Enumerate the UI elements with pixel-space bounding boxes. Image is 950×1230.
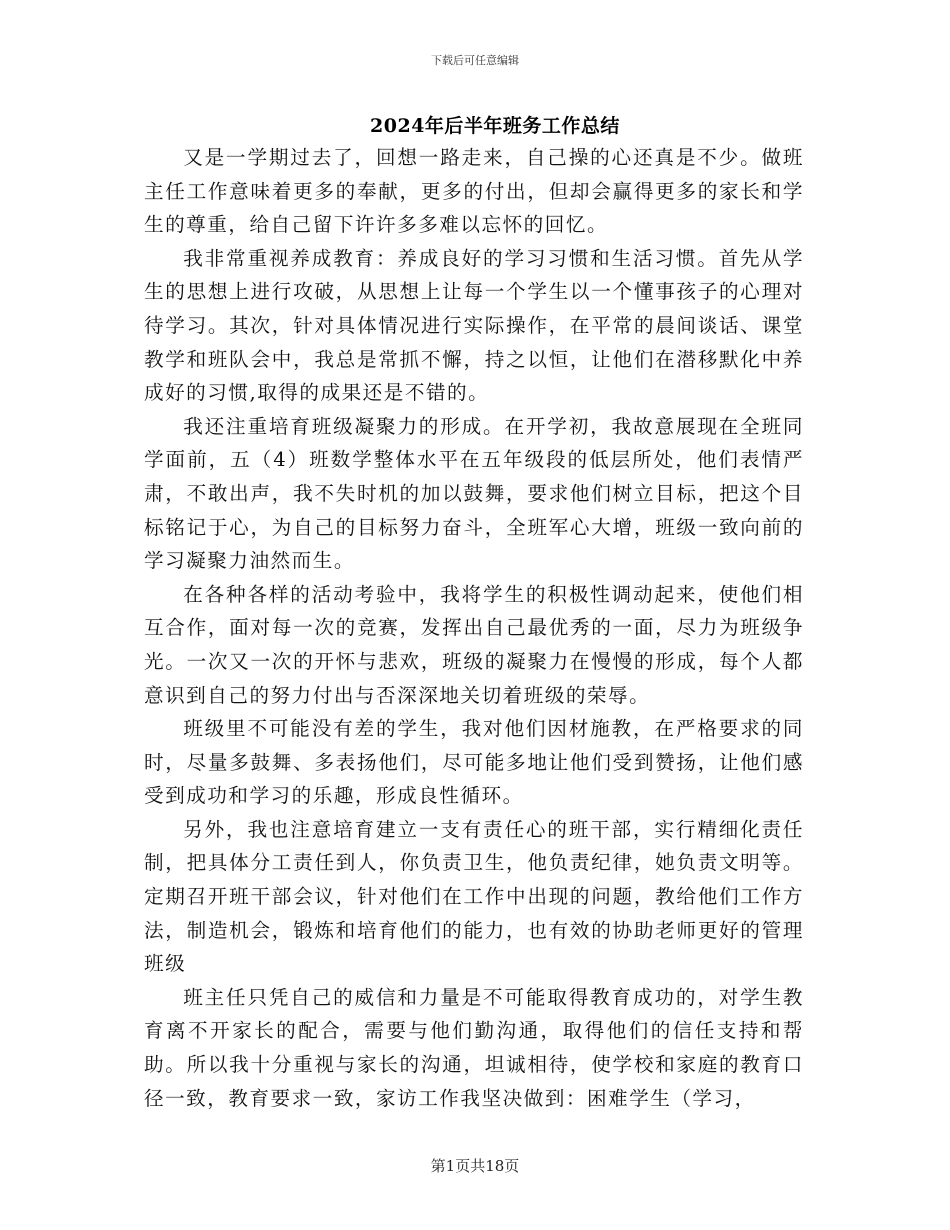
document-title: 2024年后半年班务工作总结 <box>370 115 620 137</box>
paragraph: 班主任只凭自己的威信和力量是不可能取得教育成功的，对学生教育离不开家长的配合，需要与他们勤沟通，取得他们的信任支持和帮助。所以我十分重视与家长的沟通，坦诚相待，使学校和家庭的教育口径一致，教育要求一致，家访工作我坚决做到：困难学生（学习， <box>144 985 804 1110</box>
paragraph: 又是一学期过去了，回想一路走来，自己操的心还真是不少。做班主任工作意味着更多的奉献，更多的付出，但却会赢得更多的家长和学生的尊重，给自己留下许许多多难以忘怀的回忆。 <box>144 146 804 237</box>
paragraph: 班级里不可能没有差的学生，我对他们因材施教，在严格要求的同时，尽量多鼓舞、多表扬他们，尽可能多地让他们受到赞扬，让他们感受到成功和学习的乐趣，形成良性循环。 <box>144 717 804 808</box>
page-number: 第1页共18页 <box>430 1157 520 1175</box>
paragraph: 我还注重培育班级凝聚力的形成。在开学初，我故意展现在全班同学面前，五（4）班数学整体水平在五年级段的低层所处，他们表情严肃，不敢出声，我不失时机的加以鼓舞，要求他们树立目标，把这个目标铭记于心，为自己的目标努力奋斗，全班军心大增，班级一致向前的学习凝聚力油然而生。 <box>144 414 804 573</box>
paragraph: 我非常重视养成教育：养成良好的学习习惯和生活习惯。首先从学生的思想上进行攻破，从思想上让每一个学生以一个懂事孩子的心理对待学习。其次，针对具体情况进行实际操作，在平常的晨间谈话、课堂教学和班队会中，我总是常抓不懈，持之以恒，让他们在潜移默化中养成好的习惯,取得的成果还是不错的。 <box>144 246 804 405</box>
header-note: 下载后可任意编辑 <box>431 54 519 67</box>
document-body <box>144 141 804 1115</box>
paragraph: 在各种各样的活动考验中，我将学生的积极性调动起来，使他们相互合作，面对每一次的竞赛，发挥出自己最优秀的一面，尽力为班级争光。一次又一次的开怀与悲欢，班级的凝聚力在慢慢的形成，每个人都意识到自己的努力付出与否深深地关切着班级的荣辱。 <box>144 582 804 707</box>
paragraph: 另外，我也注意培育建立一支有责任心的班干部，实行精细化责任制，把具体分工责任到人，你负责卫生，他负责纪律，她负责文明等。定期召开班干部会议，针对他们在工作中出现的问题，教给他们工作方法，制造机会，锻炼和培育他们的能力，也有效的协助老师更好的管理班级 <box>144 817 804 976</box>
